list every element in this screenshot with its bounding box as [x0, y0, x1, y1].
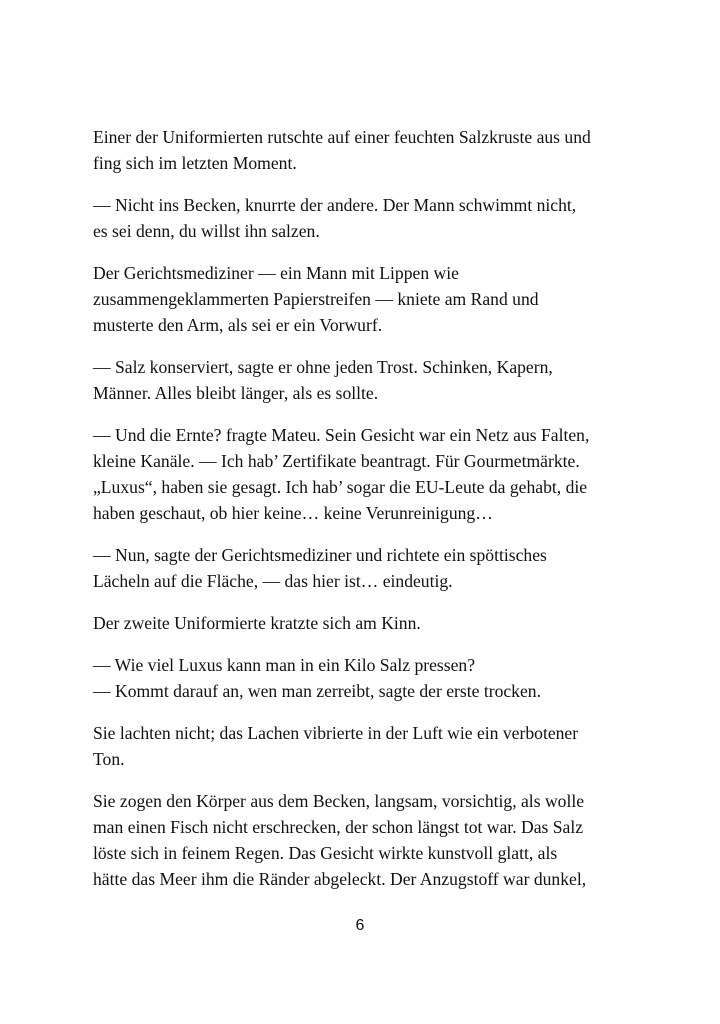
text-line: Einer der Uniformierten rutschte auf einer feuchten Salzkruste aus und: [93, 127, 591, 147]
text-line: man einen Fisch nicht erschrecken, der schon längst tot war. Das Salz: [93, 817, 584, 837]
text-line: — Nun, sagte der Gerichtsmediziner und richtete ein spöttisches: [93, 545, 547, 565]
text-line: Der zweite Uniformierte kratzte sich am Kinn.: [93, 613, 421, 633]
text-line: — Nicht ins Becken, knurrte der andere. Der Mann schwimmt nicht,: [93, 195, 577, 215]
text-line: fing sich im letzten Moment.: [93, 153, 297, 173]
paragraph: [93, 720, 653, 772]
text-line: löste sich in feinem Regen. Das Gesicht wirkte kunstvoll glatt, als: [93, 843, 558, 863]
text-line: „Luxus“, haben sie gesagt. Ich hab’ sogar die EU-Leute da gehabt, die: [93, 477, 588, 497]
text-line: zusammengeklammerten Papierstreifen — kniete am Rand und: [93, 289, 539, 309]
text-line: musterte den Arm, als sei er ein Vorwurf.: [93, 315, 383, 335]
text-line: kleine Kanäle. — Ich hab’ Zertifikate beantragt. Für Gourmetmärkte.: [93, 451, 580, 471]
page-number: 6: [355, 917, 365, 934]
paragraph: [93, 192, 653, 244]
paragraph: [93, 260, 653, 338]
body-text: [93, 124, 653, 908]
text-line: — Wie viel Luxus kann man in ein Kilo Salz pressen?: [93, 655, 476, 675]
text-line: Der Gerichtsmediziner — ein Mann mit Lippen wie: [93, 263, 459, 283]
text-line: — Kommt darauf an, wen man zerreibt, sagte der erste trocken.: [93, 681, 541, 701]
text-line: Ton.: [93, 749, 125, 769]
text-line: es sei denn, du willst ihn salzen.: [93, 221, 320, 241]
text-line: Lächeln auf die Fläche, — das hier ist… eindeutig.: [93, 571, 453, 591]
paragraph: [93, 124, 653, 176]
text-line: — Und die Ernte? fragte Mateu. Sein Gesicht war ein Netz aus Falten,: [93, 425, 590, 445]
text-line: haben geschaut, ob hier keine… keine Verunreinigung…: [93, 503, 493, 523]
text-line: — Salz konserviert, sagte er ohne jeden Trost. Schinken, Kapern,: [93, 357, 553, 377]
text-line: Sie lachten nicht; das Lachen vibrierte in der Luft wie ein verbotener: [93, 723, 579, 743]
paragraph: [93, 354, 653, 406]
text-line: Sie zogen den Körper aus dem Becken, langsam, vorsichtig, als wolle: [93, 791, 585, 811]
paragraph: [93, 788, 653, 892]
paragraph: [93, 542, 653, 594]
text-line: hätte das Meer ihm die Ränder abgeleckt. Der Anzugstoff war dunkel,: [93, 869, 587, 889]
paragraph: [93, 652, 653, 704]
paragraph: [93, 422, 653, 526]
paragraph: [93, 610, 653, 636]
text-line: Männer. Alles bleibt länger, als es sollte.: [93, 383, 379, 403]
